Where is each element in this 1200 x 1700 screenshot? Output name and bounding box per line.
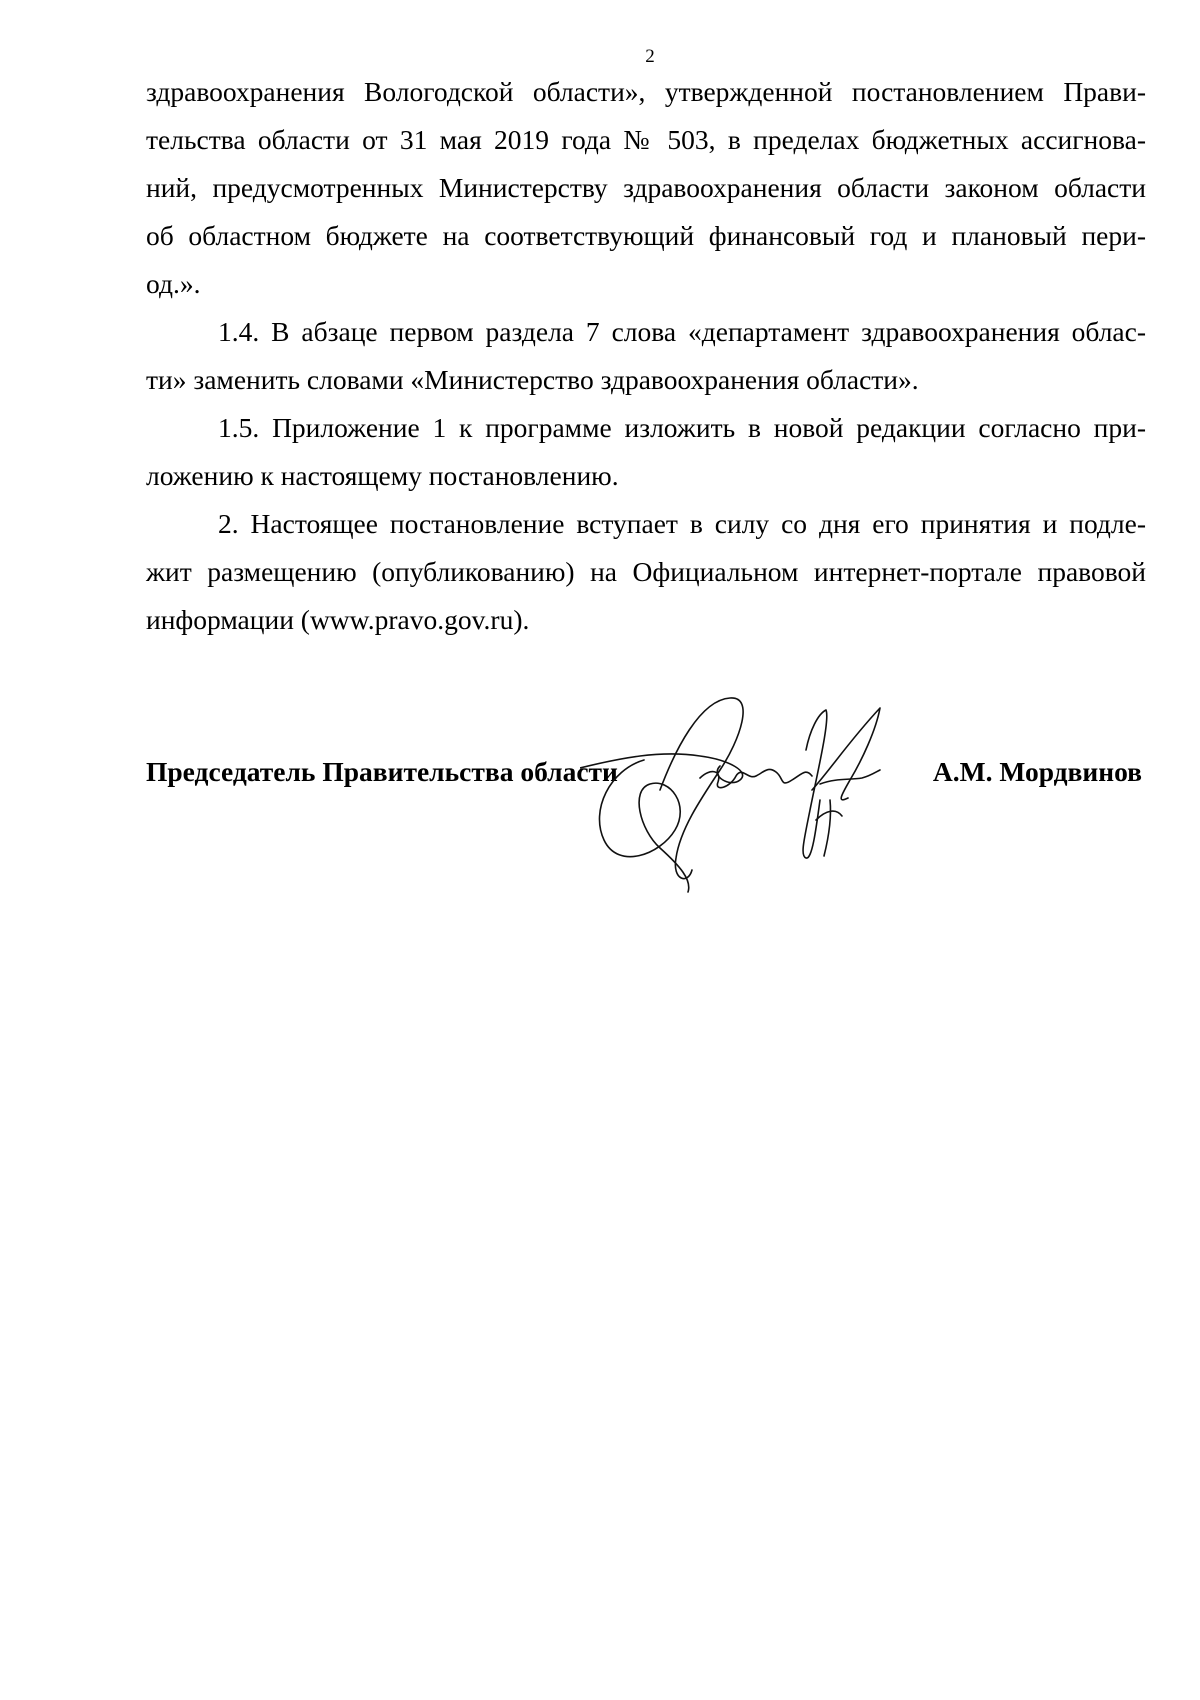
signatory-name: А.М. Мордвинов [932,756,1142,787]
page-number: 2 [645,46,655,67]
text-line: ти» заменить словами «Министерство здравоохранения области». [146,364,919,395]
paragraph-1-5 [146,404,1146,500]
text-line: ний, предусмотренных Министерству здравоохранения области законом области [146,172,1146,203]
text-line: об областном бюджете на соответствующий финансовый год и плановый пери- [146,220,1146,251]
paragraph-2 [146,500,1146,644]
text-line: 2. Настоящее постановление вступает в силу со дня его принятия и подле- [218,508,1146,539]
signatory-position: Председатель Правительства области [146,756,618,787]
handwritten-signature [580,680,940,910]
text-line: ложению к настоящему постановлению. [146,460,619,491]
text-line: информации (www.pravo.gov.ru). [146,604,530,635]
text-line: 1.4. В абзаце первом раздела 7 слова «департамент здравоохранения облас- [218,316,1146,347]
text-line: од.». [146,268,201,299]
text-line: 1.5. Приложение 1 к программе изложить в новой редакции согласно при- [218,412,1146,443]
paragraph-continuation [146,68,1146,308]
text-line: тельства области от 31 мая 2019 года № 503, в пределах бюджетных ассигнова- [146,124,1146,155]
document-body [146,68,1146,644]
paragraph-1-4 [146,308,1146,404]
text-line: здравоохранения Вологодской области», утвержденной постановлением Прави- [146,76,1146,107]
text-line: жит размещению (опубликованию) на Официальном интернет-портале правовой [146,556,1146,587]
